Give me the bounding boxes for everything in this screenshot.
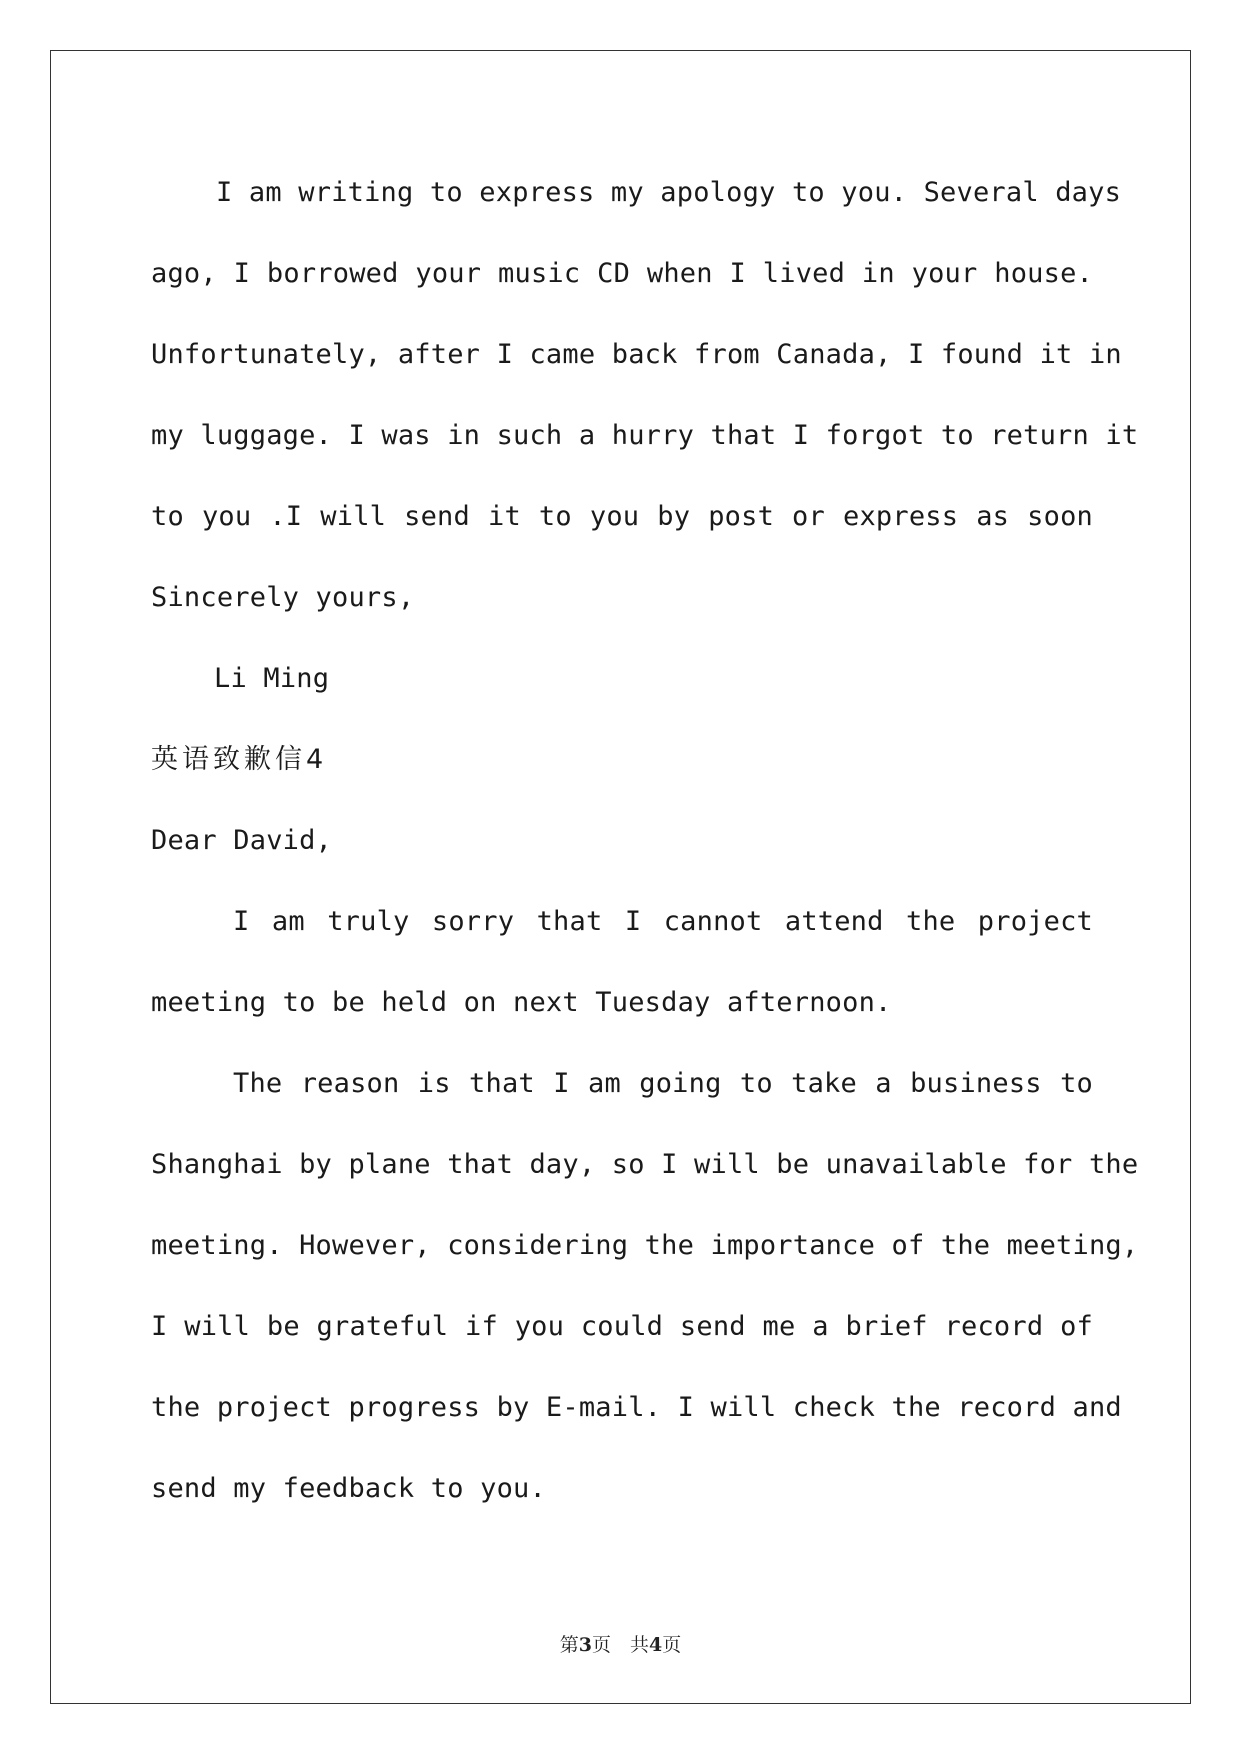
footer-prefix: 第 [559, 1634, 579, 1656]
letter3-signature: Li Ming [214, 663, 330, 694]
letter4-line-7: the project progress by E-mail. I will check the record and [151, 1392, 1122, 1423]
footer-total-pages: 4 [649, 1634, 663, 1656]
letter4-line-1: I am truly sorry that I cannot attend the project [233, 906, 1093, 937]
section-heading: 英语致歉信4 [151, 744, 328, 775]
letter3-line-3: Unfortunately, after I came back from Canada, I found it in [151, 339, 1122, 370]
letter3-line-2: ago, I borrowed your music CD when I lived in your house. [151, 258, 1093, 289]
letter4-line-3: The reason is that I am going to take a business to [233, 1068, 1093, 1099]
letter3-line-5: to you .I will send it to you by post or express as soon [151, 501, 1093, 532]
page-number-footer [0, 1630, 1241, 1657]
letter4-line-2: meeting to be held on next Tuesday afternoon. [151, 987, 892, 1018]
letter3-line-4: my luggage. I was in such a hurry that I forgot to return it [151, 420, 1139, 451]
footer-suffix: 页 [662, 1634, 682, 1656]
letter3-line-1: I am writing to express my apology to you. Several days [216, 177, 1122, 208]
letter4-line-5: meeting. However, considering the importance of the meeting, [151, 1230, 1139, 1261]
letter4-line-8: send my feedback to you. [151, 1473, 546, 1504]
letter3-closing: Sincerely yours, [151, 582, 415, 613]
letter4-line-6: I will be grateful if you could send me a brief record of [151, 1311, 1093, 1342]
page-border [50, 50, 1191, 1704]
footer-current-page: 3 [578, 1634, 592, 1656]
letter4-line-4: Shanghai by plane that day, so I will be unavailable for the [151, 1149, 1139, 1180]
letter4-salutation: Dear David, [151, 825, 333, 856]
footer-middle: 页 共 [591, 1634, 649, 1656]
